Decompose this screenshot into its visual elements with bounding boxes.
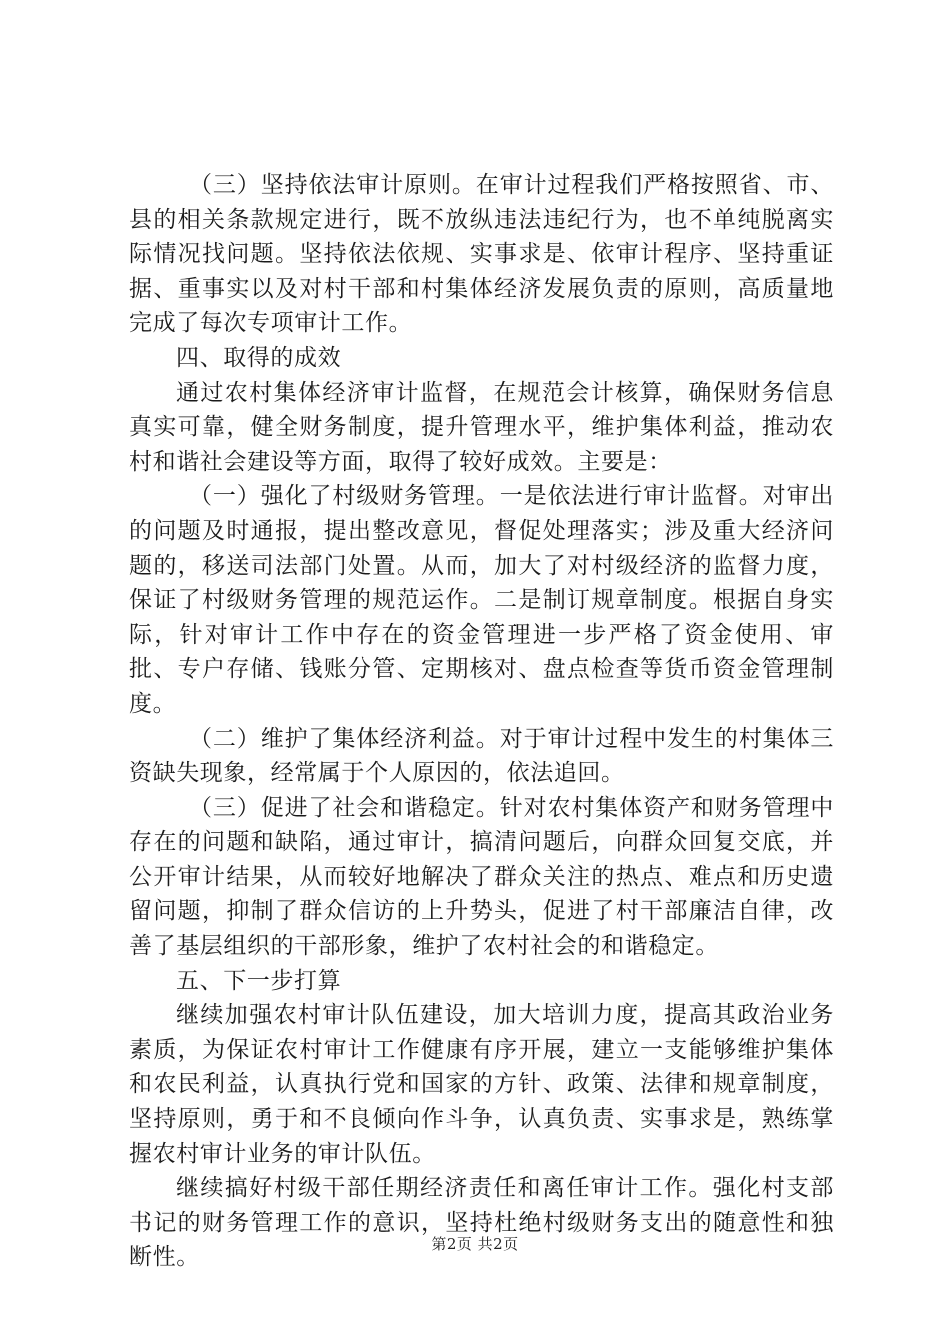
section-heading-achievements: 四、取得的成效 xyxy=(176,344,342,371)
paragraph-audit-team-building: 继续加强农村审计队伍建设，加大培训力度，提高其政治业务素质，为保证农村审计工作健康有序开展，建立一支能够维护集体和农民利益，认真执行党和国家的方针、政策、法律和规章制度，坚持原则，勇于和不良倾向作斗争，认真负责、实事求是，熟练掌握农村审计业务的审计队伍。 xyxy=(129,1002,834,1167)
paragraph-principle-lawful-audit: （三）坚持依法审计原则。在审计过程我们严格按照省、市、县的相关条款规定进行，既不放纵违法违纪行为，也不单纯脱离实际情况找问题。坚持依法依规、实事求是、依审计程序、坚持重证据、重事实以及对村干部和村集体经济发展负责的原则，高质量地完成了每次专项审计工作。 xyxy=(129,172,834,337)
section-heading-next-steps: 五、下一步打算 xyxy=(176,967,342,994)
paragraph-finance-management: （一）强化了村级财务管理。一是依法进行审计监督。对审出的问题及时通报，提出整改意见，督促处理落实；涉及重大经济问题的，移送司法部门处置。从而，加大了对村级经济的监督力度，保证了村级财务管理的规范运作。二是制订规章制度。根据自身实际，针对审计工作中存在的资金管理进一步严格了资金使用、审批、专户存储、钱账分管、定期核对、盘点检查等货币资金管理制度。 xyxy=(129,483,834,717)
paragraph-collective-interest: （二）维护了集体经济利益。对于审计过程中发生的村集体三资缺失现象，经常属于个人原因的，依法追回。 xyxy=(129,725,834,787)
paragraph-achievements-intro: 通过农村集体经济审计监督，在规范会计核算，确保财务信息真实可靠，健全财务制度，提升管理水平，维护集体利益，推动农村和谐社会建设等方面，取得了较好成效。主要是： xyxy=(129,379,834,475)
page-number-footer: 第2页 共2页 xyxy=(431,1235,519,1253)
paragraph-tenure-audit: 继续搞好村级干部任期经济责任和离任审计工作。强化村支部书记的财务管理工作的意识，坚持杜绝村级财务支出的随意性和独断性。 xyxy=(129,1175,834,1271)
paragraph-social-harmony: （三）促进了社会和谐稳定。针对农村集体资产和财务管理中存在的问题和缺陷，通过审计，搞清问题后，向群众回复交底，并公开审计结果，从而较好地解决了群众关注的热点、难点和历史遗留问题，抑制了群众信访的上升势头，促进了村干部廉洁自律，改善了基层组织的干部形象，维护了农村社会的和谐稳定。 xyxy=(129,794,834,960)
document-body xyxy=(129,168,834,1275)
